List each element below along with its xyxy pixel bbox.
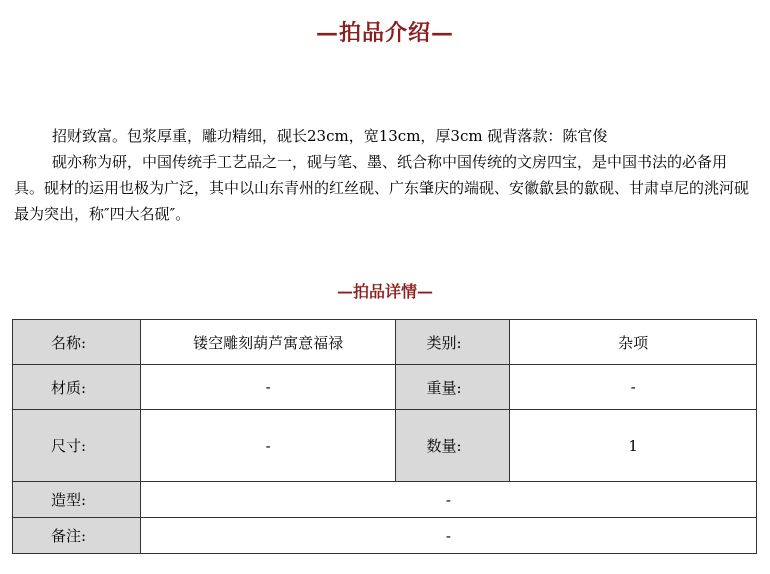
category-value: 杂项 [510, 320, 757, 365]
table-row [13, 482, 757, 518]
size-label: 尺寸: [13, 410, 141, 482]
table-row [13, 365, 757, 410]
details-table [12, 319, 757, 554]
category-label: 类别: [396, 320, 510, 365]
table-row [13, 518, 757, 554]
material-label: 材质: [13, 365, 141, 410]
description-paragraph: 砚亦称为研，中国传统手工艺品之一，砚与笔、墨、纸合称中国传统的文房四宝，是中国书法的必备用具。砚材的运用也极为广泛，其中以山东青州的红丝砚、广东肇庆的端砚、安徽歙县的歙砚、甘肃卓尼的洮河砚最为突出，称″四大名砚″。 [14, 153, 750, 223]
intro-section-title: —拍品介绍— [315, 20, 454, 46]
remark-label: 备注: [13, 518, 141, 554]
name-label: 名称: [13, 320, 141, 365]
name-value: 镂空雕刻葫芦寓意福禄 [140, 320, 396, 365]
shape-label: 造型: [13, 482, 141, 518]
material-value: - [140, 365, 396, 410]
weight-value: - [510, 365, 757, 410]
description-line: 招财致富。包浆厚重，雕功精细，砚长23cm，宽13cm，厚3cm 砚背落款：陈官俊 [52, 127, 608, 145]
quantity-label: 数量: [396, 410, 510, 482]
size-value: - [140, 410, 396, 482]
weight-label: 重量: [396, 365, 510, 410]
table-row [13, 320, 757, 365]
table-row [13, 410, 757, 482]
quantity-value: 1 [510, 410, 757, 482]
shape-value: - [140, 482, 756, 518]
remark-value: - [140, 518, 756, 554]
details-section-title: —拍品详情— [336, 282, 433, 301]
